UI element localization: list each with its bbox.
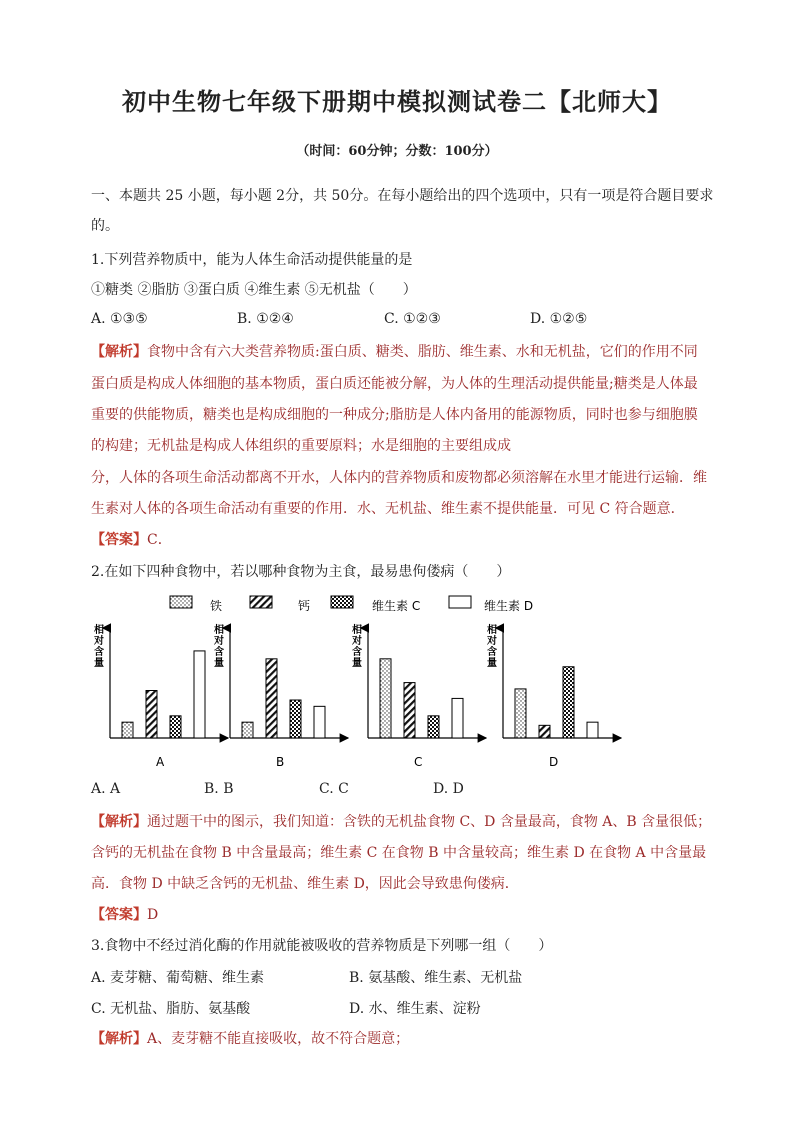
bar-D-1 [539,725,550,738]
panel-label-B: B [276,755,285,769]
q2-option-c: C. C [319,781,349,797]
panel-C [351,623,486,769]
bar-A-3 [194,651,205,738]
q1-option-d: D. ①②⑤ [530,311,588,327]
q3-option-c: C. 无机盐、脂肪、氨基酸 [91,1001,251,1017]
bar-C-3 [452,698,463,738]
q2-answer-tag: 【答案】 [91,907,147,923]
legend-swatch-2 [331,596,353,608]
bar-B-2 [290,700,301,738]
page-title: 初中生物七年级下册期中模拟测试卷二【北师大】 [122,87,672,116]
legend-swatch-3 [449,596,471,608]
panel-B-ylabel-char: 量 [214,658,224,669]
legend-label-3: 维生素 D [484,599,534,613]
bar-C-0 [380,659,391,738]
q1-analysis-line3: 重要的供能物质，糖类也是构成细胞的一种成分;脂肪是人体内备用的能源物质，同时也参与细胞膜 [91,407,698,423]
panel-A-ylabel-char: 含 [94,647,104,658]
q2-analysis-line1 [91,812,711,832]
q1-analysis-line4: 的构建；无机盐是构成人体组织的重要原料；水是细胞的主要组成成 [91,438,511,454]
q2-chart-area [80,588,640,778]
q3-stem: 3.食物中不经过消化酶的作用就能被吸收的营养物质是下列哪一组（ ） [91,938,553,954]
q2-option-b: B. B [204,781,234,797]
bar-D-2 [563,667,574,738]
q1-answer [91,530,711,550]
panel-D-ylabel-char: 含 [487,647,497,658]
bar-B-1 [266,659,277,738]
q3-analysis-tag: 【解析】 [91,1031,147,1047]
q1-analysis-line2: 蛋白质是构成人体细胞的基本物质，蛋白质还能被分解，为人体的生理活动提供能量;糖类是人体最 [91,376,698,392]
bar-A-1 [146,691,157,739]
q1-analysis-line1 [91,342,711,362]
legend-label-2: 维生素 C [372,599,421,613]
q2-answer [91,905,711,925]
q1-answer-value: C． [147,532,172,548]
bar-A-0 [122,722,133,738]
q1-analysis-line5: 分，人体的各项生命活动都离不开水，人体内的营养物质和废物都必须溶解在水里才能进行运输．维 [91,470,707,486]
q3-analysis-text1: A、麦芽糖不能直接吸收，故不符合题意； [147,1031,410,1047]
panel-A-ylabel-char: 相 [94,625,104,636]
panel-label-C: C [414,755,423,769]
q1-analysis-tag: 【解析】 [91,344,147,360]
bar-A-2 [170,716,181,738]
q2-analysis-line2: 含钙的无机盐在食物 B 中含量最高；维生素 C 在食物 B 中含量较高；维生素 D 在食物 A 中含量最 [91,845,707,861]
panel-B [213,623,348,769]
section-instruction-line2: 的。 [91,218,119,234]
q1-option-c: C. ①②③ [384,311,441,327]
q2-option-d: D. D [433,781,464,797]
q1-answer-tag: 【答案】 [91,532,147,548]
panel-A-ylabel-char: 对 [94,636,104,647]
bar-B-0 [242,722,253,738]
q1-analysis-line6: 生素对人体的各项生命活动有重要的作用．水、无机盐、维生素不提供能量．可见 C 符合题意． [91,501,685,517]
panel-D-ylabel-char: 对 [487,636,497,647]
q3-option-d: D. 水、维生素、淀粉 [349,1001,481,1017]
panel-B-ylabel-char: 相 [214,625,224,636]
panel-B-ylabel-char: 含 [214,647,224,658]
chart-panels [93,623,621,769]
panel-D-ylabel-char: 量 [487,658,497,669]
q1-analysis-text1: 食物中含有六大类营养物质:蛋白质、糖类、脂肪、维生素、水和无机盐，它们的作用不同 [147,344,698,360]
page-subtitle: （时间：60分钟；分数：100分） [296,144,498,159]
q3-option-b: B. 氨基酸、维生素、无机盐 [349,970,523,986]
q2-analysis-line3: 高．食物 D 中缺乏含钙的无机盐、维生素 D，因此会导致患佝偻病． [91,876,519,892]
q1-option-b: B. ①②④ [237,311,294,327]
q2-bar-charts [80,588,640,778]
panel-D [486,623,621,769]
panel-label-D: D [549,755,559,769]
q2-analysis-text1: 通过题干中的图示，我们知道：含铁的无机盐食物 C、D 含量最高，食物 A、B 含量很低； [147,814,712,830]
section-instruction-line1: 一、本题共 25 小题，每小题 2分，共 50分。在每小题给出的四个选项中，只有一项是符合题目要求 [91,188,714,204]
q1-option-a: A. ①③⑤ [91,311,148,327]
q3-analysis-line1 [91,1029,711,1049]
bar-C-2 [428,716,439,738]
bar-D-0 [515,689,526,738]
legend-label-0: 铁 [210,599,223,613]
panel-C-ylabel-char: 量 [352,658,362,669]
chart-legend [170,596,533,613]
legend-label-1: 钙 [298,599,311,613]
panel-C-ylabel-char: 对 [352,636,362,647]
bar-D-3 [587,722,598,738]
panel-A-ylabel-char: 量 [94,658,104,669]
panel-C-ylabel-char: 含 [352,647,362,658]
bar-C-1 [404,683,415,738]
panel-B-ylabel-char: 对 [214,636,224,647]
panel-A [93,623,228,769]
q2-analysis-tag: 【解析】 [91,814,147,830]
legend-swatch-1 [250,596,272,608]
q2-option-a: A. A [91,781,121,797]
bar-B-3 [314,706,325,738]
panel-D-ylabel-char: 相 [487,625,497,636]
panel-label-A: A [156,755,165,769]
panel-C-ylabel-char: 相 [352,625,362,636]
legend-swatch-0 [170,596,192,608]
q1-stem: 1.下列营养物质中，能为人体生命活动提供能量的是 [91,252,413,268]
q1-items: ①糖类 ②脂肪 ③蛋白质 ④维生素 ⑤无机盐（ ） [91,282,417,298]
q3-option-a: A. 麦芽糖、葡萄糖、维生素 [91,970,265,986]
q2-answer-value: D [147,907,159,923]
q2-stem: 2.在如下四种食物中，若以哪种食物为主食，最易患佝偻病（ ） [91,564,511,580]
